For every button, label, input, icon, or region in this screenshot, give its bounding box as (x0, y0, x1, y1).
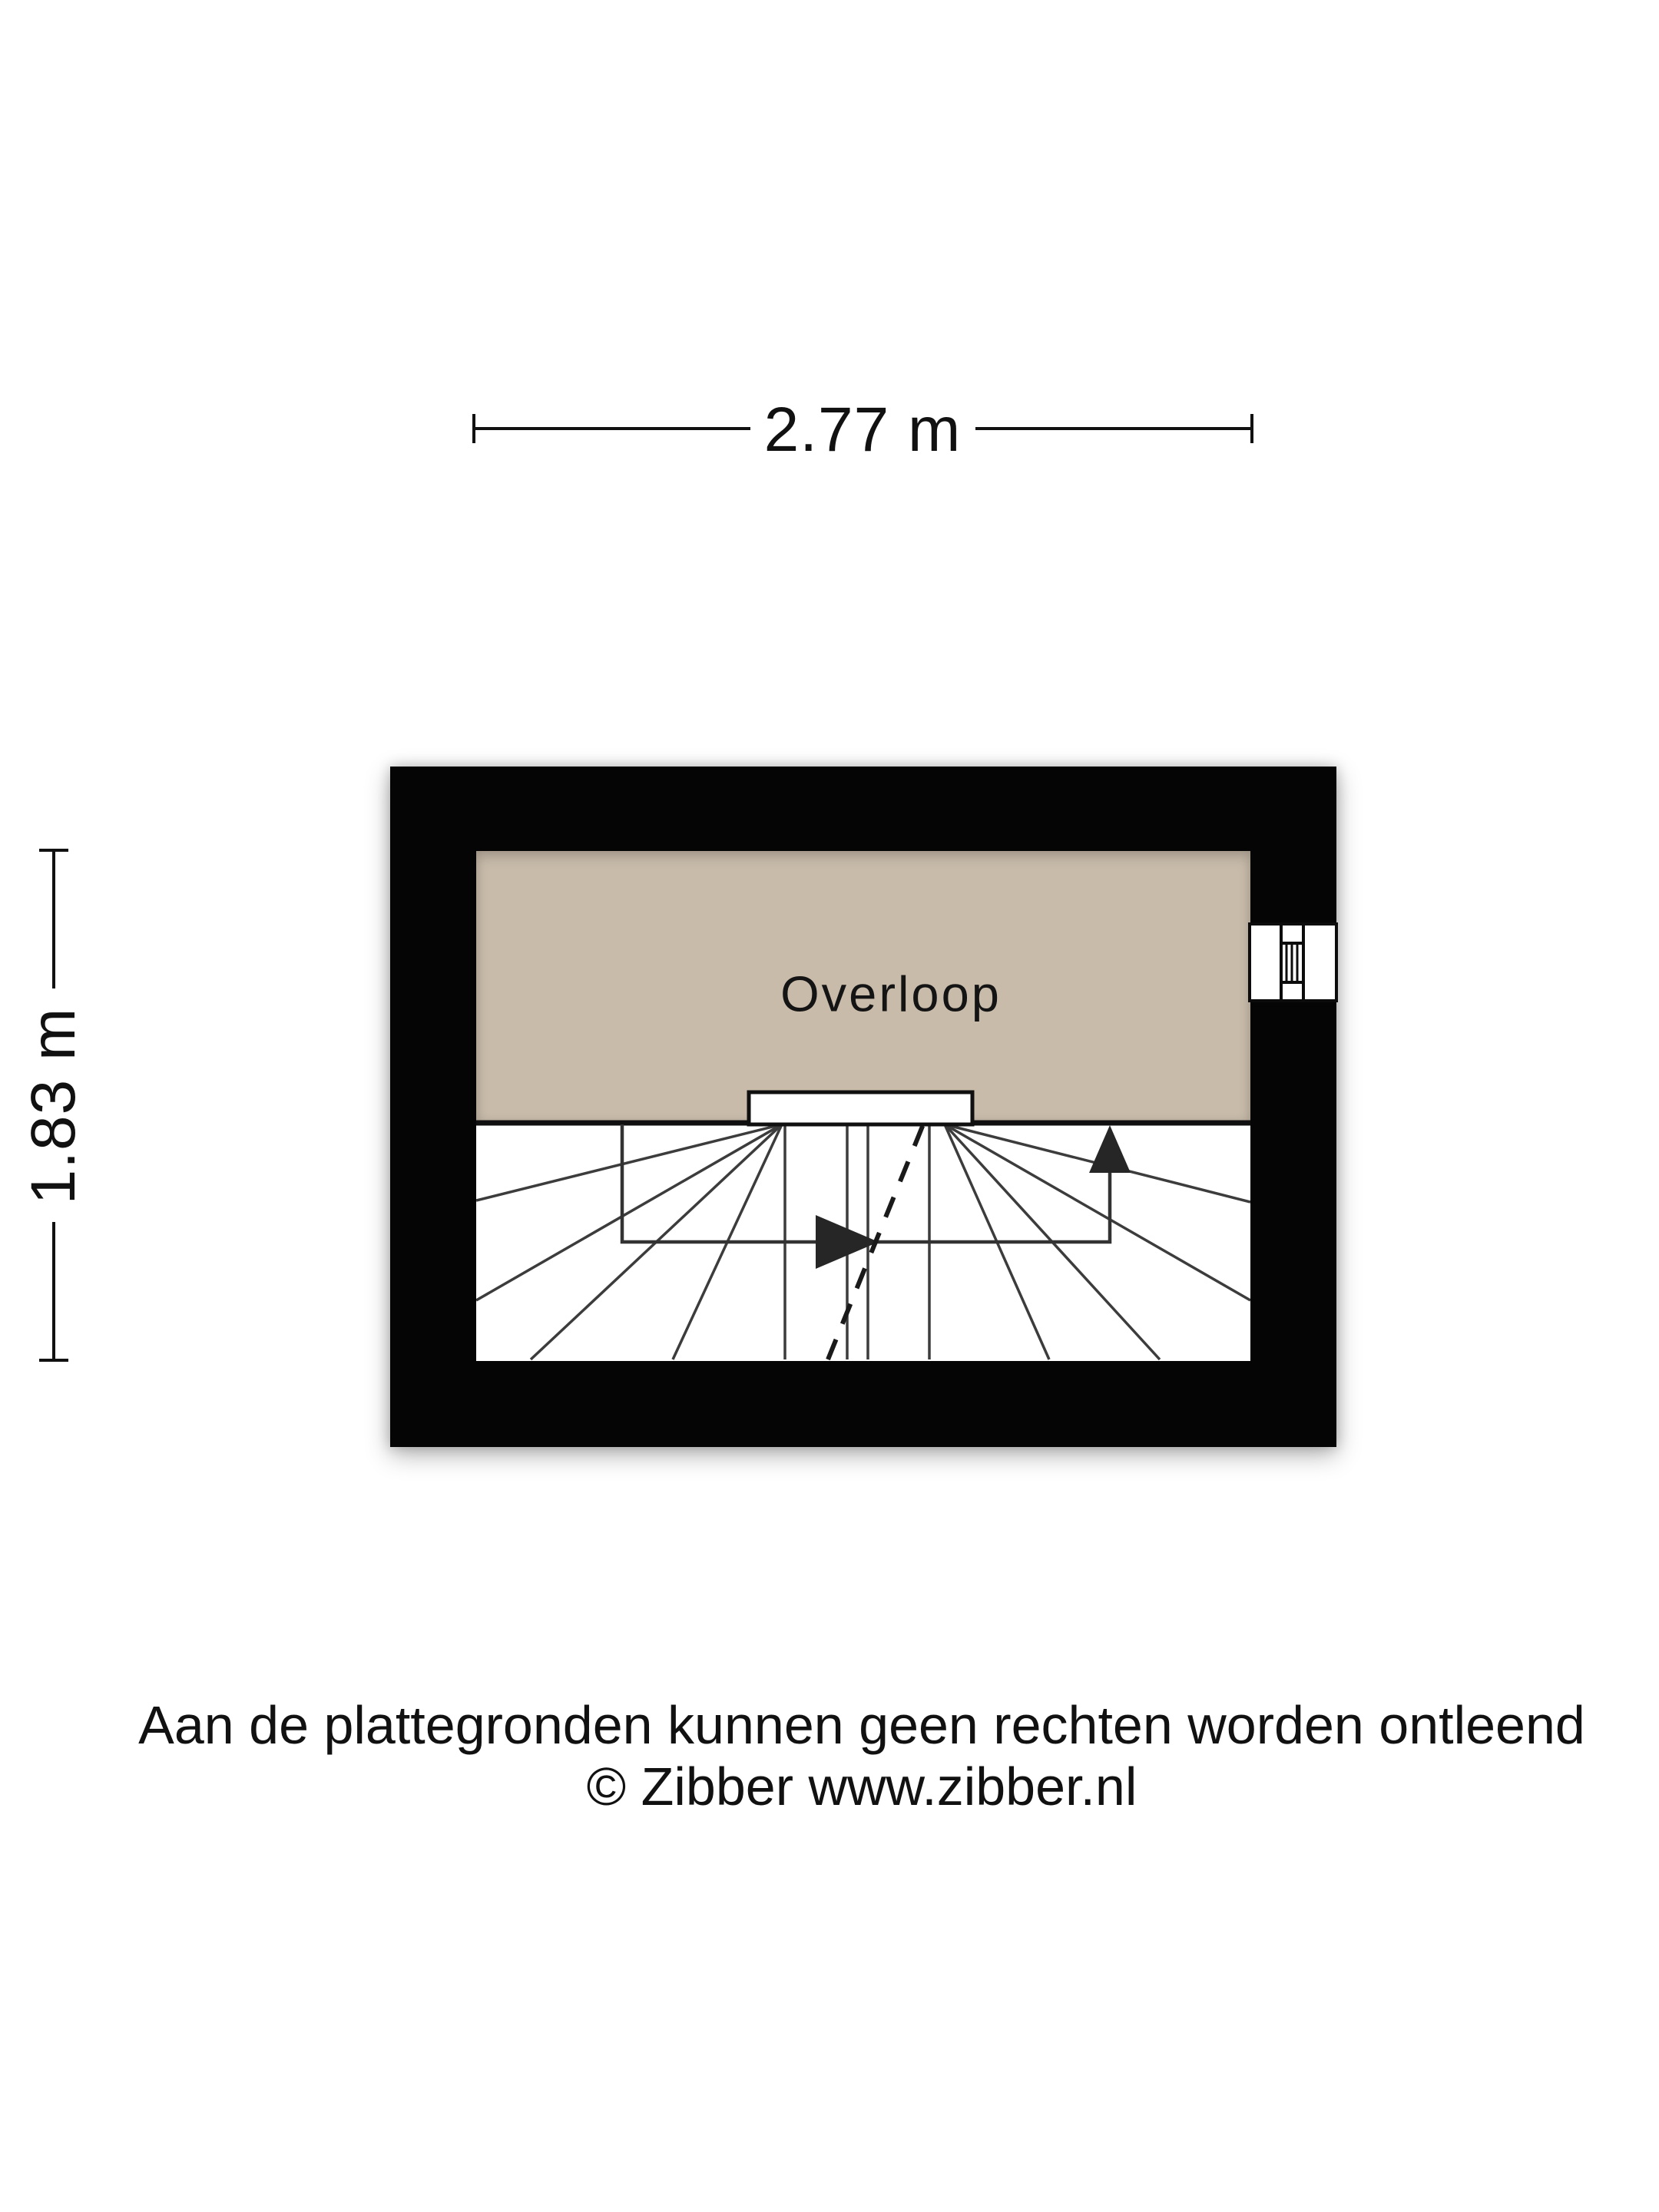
dimension-height-tick-bottom (39, 1359, 68, 1362)
dimension-height-line-bottom (52, 1222, 55, 1360)
dimension-width-line-left (474, 427, 750, 430)
stair-landing (749, 1092, 972, 1124)
dimension-height-label: 1.83 m (18, 1007, 88, 1205)
dimension-width-tick-right (1250, 414, 1253, 443)
dimension-width-label: 2.77 m (763, 395, 962, 465)
copyright-text: © Zibber www.zibber.nl (586, 1757, 1137, 1816)
footer (138, 1694, 1585, 1817)
room-label: Overloop (780, 965, 1002, 1022)
dimension-height-line-top (52, 850, 55, 988)
plan-interior (476, 851, 1250, 1361)
staircase (476, 851, 1250, 1361)
window-icon (1248, 922, 1338, 1002)
window-icon-glyph (1248, 922, 1338, 1002)
floorplan (390, 767, 1336, 1447)
stair-up-arrow-icon (1089, 1125, 1131, 1173)
disclaimer-text: Aan de plattegronden kunnen geen rechten worden ontleend (138, 1695, 1585, 1755)
dimension-width-line-right (975, 427, 1252, 430)
